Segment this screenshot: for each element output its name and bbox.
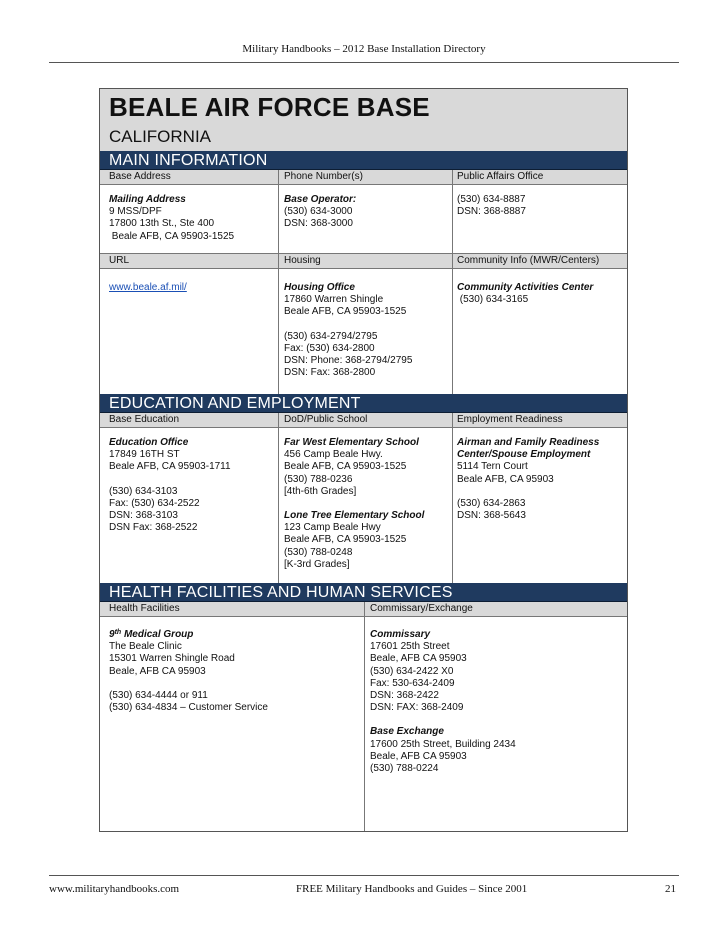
address-line: 123 Camp Beale Hwy xyxy=(284,522,381,534)
address-line: 17800 13th St., Ste 400 xyxy=(109,218,215,230)
phone-line: (530) 634-3103 xyxy=(109,485,178,497)
grade-range: [K-3rd Grades] xyxy=(284,558,350,570)
col-public-school: DoD/Public School xyxy=(284,414,368,425)
phone-line: (530) 634-4444 or 911 xyxy=(109,689,208,701)
grade-range: [4th-6th Grades] xyxy=(284,485,357,497)
base-exchange-heading: Base Exchange xyxy=(370,726,444,738)
family-readiness-heading: Airman and Family Readiness xyxy=(457,437,600,448)
commissary-heading: Commissary xyxy=(370,629,431,640)
education-header xyxy=(100,413,627,428)
phone-line: (530) 634-8887 xyxy=(457,194,526,205)
base-operator xyxy=(284,194,454,231)
address-line: Beale AFB, CA 95903-1525 xyxy=(109,230,235,242)
directory-entry xyxy=(99,88,628,832)
main-row2-header xyxy=(100,254,627,269)
phone-line: DSN: 368-8887 xyxy=(457,206,526,218)
schools xyxy=(284,437,454,571)
col-health-facilities: Health Facilities xyxy=(109,603,180,614)
address-line: The Beale Clinic xyxy=(109,641,182,653)
address-line: Beale AFB, CA 95903-1525 xyxy=(284,461,407,473)
mailing-address xyxy=(109,194,279,243)
main-information-banner xyxy=(100,151,627,170)
phone-line: Fax: (530) 634-2800 xyxy=(284,342,375,354)
education-office xyxy=(109,437,279,534)
address-line: 17600 25th Street, Building 2434 xyxy=(370,738,516,750)
main-information-title: MAIN INFORMATION xyxy=(109,152,268,169)
address-line: Beale, AFB CA 95903 xyxy=(109,665,206,677)
phone-line: DSN: 368-5643 xyxy=(457,510,526,522)
address-line: 9 MSS/DPF xyxy=(109,206,162,218)
column-divider xyxy=(364,602,365,831)
education-employment-banner xyxy=(100,394,627,413)
col-base-education: Base Education xyxy=(109,414,180,425)
community-center-heading: Community Activities Center xyxy=(457,282,594,293)
housing-office-heading: Housing Office xyxy=(284,282,355,293)
col-public-affairs: Public Affairs Office xyxy=(457,171,544,182)
far-west-school-heading: Far West Elementary School xyxy=(284,437,419,448)
footer-tagline: FREE Military Handbooks and Guides – Since 2001 xyxy=(296,883,528,895)
address-line: Beale AFB, CA 95903-1525 xyxy=(284,306,407,318)
address-line: 5114 Tern Court xyxy=(457,461,528,473)
mailing-address-heading: Mailing Address xyxy=(109,194,186,205)
title-band xyxy=(100,89,627,151)
phone-line: Fax: (530) 634-2522 xyxy=(109,497,200,509)
address-line: Beale AFB, CA 95903 xyxy=(457,473,554,485)
base-operator-heading: Base Operator: xyxy=(284,194,357,205)
housing-office xyxy=(284,282,454,379)
phone-line: (530) 788-0248 xyxy=(284,546,353,558)
phone-line: (530) 634-2794/2795 xyxy=(284,330,378,342)
medical-group-heading: 9th Medical Group xyxy=(109,629,194,640)
medical-group xyxy=(109,629,364,714)
phone-line: DSN: Fax: 368-2800 xyxy=(284,367,376,379)
address-line: 15301 Warren Shingle Road xyxy=(109,653,235,665)
col-phone-numbers: Phone Number(s) xyxy=(284,171,363,182)
url-cell xyxy=(109,282,279,294)
base-name-title: BEALE AIR FORCE BASE xyxy=(109,92,430,122)
phone-line: (530) 634-2422 X0 xyxy=(370,665,454,677)
phone-line: (530) 788-0236 xyxy=(284,473,353,485)
state-title: CALIFORNIA xyxy=(109,127,212,146)
address-line: 17849 16TH ST xyxy=(109,449,180,461)
page-header: Military Handbooks – 2012 Base Installation Directory xyxy=(242,43,486,55)
address-line: Beale AFB, CA 95903-1525 xyxy=(284,534,407,546)
col-housing: Housing xyxy=(284,255,321,266)
education-office-heading: Education Office xyxy=(109,437,189,448)
column-divider xyxy=(452,170,453,394)
col-employment-readiness: Employment Readiness xyxy=(457,414,563,425)
page-number: 21 xyxy=(665,883,676,895)
address-line: Beale AFB, CA 95903-1711 xyxy=(109,461,231,473)
phone-line: (530) 634-4834 – Customer Service xyxy=(109,702,268,714)
address-line: 456 Camp Beale Hwy. xyxy=(284,449,383,461)
phone-line: Fax: 530-634-2409 xyxy=(370,677,455,689)
phone-line: DSN: FAX: 368-2409 xyxy=(370,702,464,714)
commissary-exchange xyxy=(370,629,622,775)
phone-line: (530) 634-3000 xyxy=(284,206,353,218)
phone-line: (530) 634-3165 xyxy=(457,294,529,306)
footer-rule xyxy=(49,875,679,876)
column-divider xyxy=(278,170,279,394)
address-line: 17860 Warren Shingle xyxy=(284,294,384,306)
education-employment-title: EDUCATION AND EMPLOYMENT xyxy=(109,395,361,412)
phone-line: DSN: 368-2422 xyxy=(370,690,439,702)
col-base-address: Base Address xyxy=(109,171,171,182)
main-row1-header xyxy=(100,170,627,185)
col-community-info: Community Info (MWR/Centers) xyxy=(457,255,600,266)
health-services-banner xyxy=(100,583,627,602)
column-divider xyxy=(452,413,453,583)
family-readiness xyxy=(457,437,622,522)
public-affairs xyxy=(457,194,622,218)
phone-line: DSN Fax: 368-2522 xyxy=(109,522,198,534)
phone-line: (530) 788-0224 xyxy=(370,763,439,775)
health-services-title: HEALTH FACILITIES AND HUMAN SERVICES xyxy=(109,584,453,601)
col-url: URL xyxy=(109,255,130,266)
address-line: Beale, AFB CA 95903 xyxy=(370,653,467,665)
lone-tree-school-heading: Lone Tree Elementary School xyxy=(284,510,425,522)
phone-line: DSN: 368-3000 xyxy=(284,218,353,230)
header-rule xyxy=(49,62,679,63)
column-divider xyxy=(278,413,279,583)
address-line: Beale, AFB CA 95903 xyxy=(370,750,467,762)
phone-line: (530) 634-2863 xyxy=(457,497,526,509)
spouse-employment-heading: Center/Spouse Employment xyxy=(457,449,591,461)
address-line: 17601 25th Street xyxy=(370,641,450,653)
base-website-link[interactable]: www.beale.af.mil/ xyxy=(109,282,187,293)
phone-line: DSN: Phone: 368-2794/2795 xyxy=(284,355,413,367)
footer-website: www.militaryhandbooks.com xyxy=(49,883,180,895)
community-center xyxy=(457,282,622,306)
phone-line: DSN: 368-3103 xyxy=(109,510,178,522)
col-commissary-exchange: Commissary/Exchange xyxy=(370,603,473,614)
